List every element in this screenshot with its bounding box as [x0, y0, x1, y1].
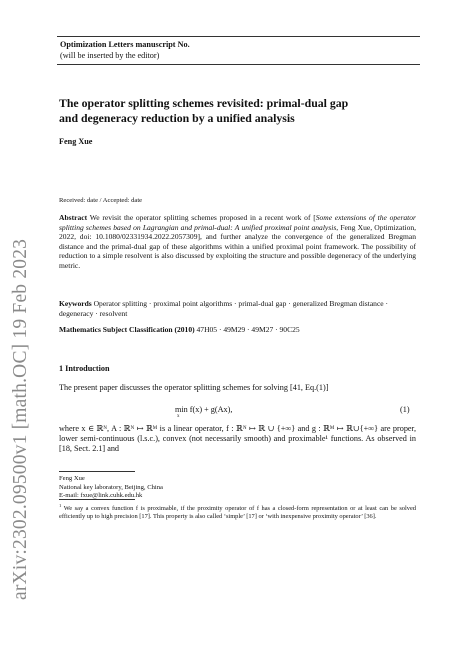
body-paragraph: where x ∈ ℝᴺ, A : ℝᴺ ↦ ℝᴹ is a linear operator, f : ℝᴺ ↦ ℝ ∪ {+∞} and g : ℝᴹ ↦ ℝ∪{+∞} are proper, lower semi-continuous (l.s.c.), convex (not necessarily smooth) and proximable¹ functions. As observed in [18, Sect. 2.1] and — [59, 424, 416, 454]
author-affiliation — [59, 475, 163, 501]
affiliation-email: E-mail: fxue@link.cuhk.edu.hk — [59, 492, 143, 500]
footnote-mark: 1 — [59, 503, 62, 508]
equation-1 — [175, 405, 233, 419]
journal-name: Optimization Letters manuscript No. — [60, 40, 190, 49]
received-date: Received: date / Accepted: date — [59, 197, 143, 204]
equation-subscript: x — [177, 414, 180, 419]
journal-note: (will be inserted by the editor) — [60, 50, 160, 60]
affiliation-name: Feng Xue — [59, 475, 85, 482]
footnote-divider — [59, 499, 135, 500]
footnote-text: We say a convex function f is proximable, if the proximity operator of f has a closed-form representation or at least can be solved efficiently up to high precision [17]. This property is also called ‘simple’ [17] or ‘with inexpensive proximity operator’ [36]. — [59, 505, 417, 521]
equation-body: min f(x) + g(Ax), — [175, 405, 233, 414]
keywords-text: Operator splitting · proximal point algorithms · primal-dual gap · generalized Bregman distance · degeneracy · resolvent — [59, 299, 389, 318]
arxiv-identifier: arXiv:2302.09500v1 [math.OC] 19 Feb 2023 — [10, 238, 31, 600]
affiliation-divider — [59, 471, 135, 472]
journal-header-box — [57, 36, 420, 65]
section-heading: 1 Introduction — [59, 364, 110, 373]
abstract-cited-title: Some extensions of the operator splitting schemes based on Lagrangian and primal-dual: A unified proximal point analysis — [59, 213, 416, 232]
abstract-text-1: We revisit the operator splitting schemes proposed in a recent work of [ — [89, 213, 316, 222]
abstract-text-2: , Feng Xue, Optimization, 2022, doi: 10.1080/02331934.2022.2057309], and further analyze the convergence of the generalized Bregman distance and the primal-dual gap of these algorithms within a unified proximal point framework. The possibility of reduction to a simple resolvent is also discussed by exploiting the structure and possible degeneracy of the underlying metric. — [59, 222, 417, 270]
author-name: Feng Xue — [59, 137, 93, 146]
abstract — [59, 213, 416, 271]
affiliation-org: National key laboratory, Beijing, China — [59, 483, 163, 491]
intro-paragraph: The present paper discusses the operator splitting schemes for solving [41, Eq.(1)] — [59, 383, 329, 392]
keywords-heading: Keywords — [59, 299, 92, 308]
equation-number: (1) — [400, 405, 410, 414]
keywords — [59, 299, 416, 318]
msc-codes: 47H05 · 49M29 · 49M27 · 90C25 — [196, 325, 300, 334]
footnote — [59, 502, 416, 522]
paper-title: The operator splitting schemes revisited: primal-dual gap and degeneracy reduction by a unified analysis — [59, 96, 349, 125]
abstract-heading: Abstract — [59, 213, 88, 222]
msc-heading: Mathematics Subject Classification (2010) — [59, 325, 195, 334]
subject-classification — [59, 325, 416, 335]
